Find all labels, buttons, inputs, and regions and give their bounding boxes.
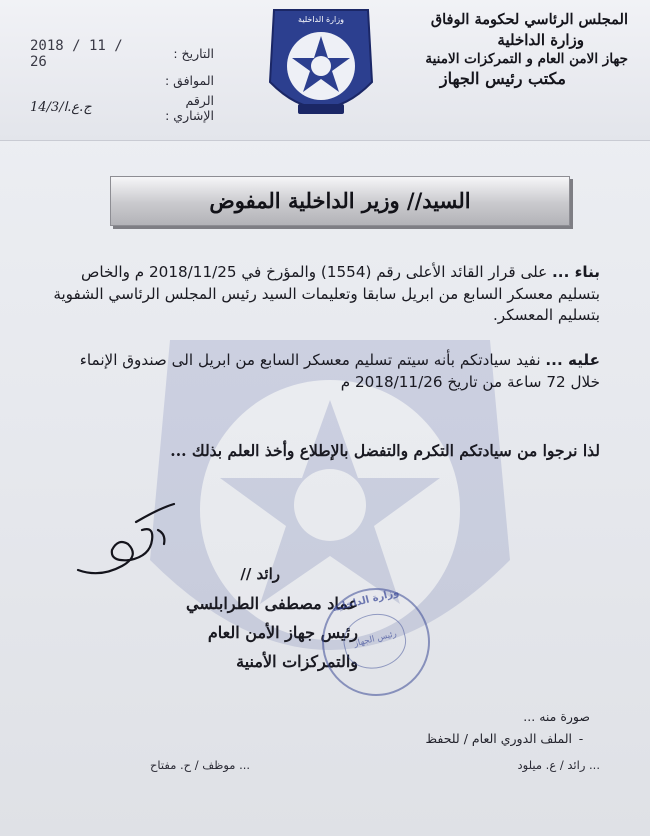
office-name: مكتب رئيس الجهاز <box>439 69 566 89</box>
reference-fields <box>14 37 214 123</box>
reference-number-value: ج.ع.ا/14/3 <box>30 100 92 115</box>
signatory-name: عماد مصطفى الطرابلسي <box>185 594 358 613</box>
stamp-ring-text: وزارة الداخلية <box>331 587 401 615</box>
paragraph-basis-text: على قرار القائد الأعلى رقم (1554) والمؤرخ في 2018/11/25 م والخاص بتسليم معسكر السابع من ابريل سابقا وتعليمات السيد رئيس المجلس الرئاسي الشفوية بتسليم المعسكر. <box>53 263 600 324</box>
signatory-title-2: والتمركزات الأمنية <box>236 652 358 671</box>
footer-initials <box>150 758 600 778</box>
ministry-name: وزارة الداخلية <box>497 30 584 49</box>
signature-block <box>118 560 358 676</box>
date-value: 2018 / 11 / 26 <box>30 37 123 70</box>
copies-section <box>290 706 590 750</box>
paragraph-notice <box>52 350 600 393</box>
signatory-title-1: رئيس جهاز الأمن العام <box>207 623 358 642</box>
paragraph-basis-lead: بناء ... <box>552 263 600 281</box>
date-label: التاريخ : <box>173 46 214 61</box>
ministry-logo-icon <box>268 4 374 128</box>
paragraph-basis <box>52 262 600 327</box>
letterhead-right <box>368 10 628 90</box>
date-row <box>14 37 214 70</box>
copies-item: -الملف الدوري العام / للحفظ <box>425 731 584 746</box>
agency-name: جهاز الامن العام و التمركزات الامنية <box>425 50 628 67</box>
paragraph-request: لذا نرجوا من سيادتكم التكرم والتفضل بالإطلاع وأخذ العلم بذلك ... <box>170 441 600 460</box>
copies-item-text: الملف الدوري العام / للحفظ <box>425 731 572 746</box>
logo-caption: وزارة الداخلية <box>298 15 344 24</box>
corresponding-label: الموافق : <box>164 73 214 88</box>
corresponding-date-row <box>14 67 214 94</box>
copies-heading: صورة منه ... <box>523 709 590 724</box>
paragraph-notice-text: نفيد سيادتكم بأنه سيتم تسليم معسكر السابع من ابريل الى صندوق الإنماء خلال 72 ساعة من تاريخ 2018/11/26 م <box>79 351 600 391</box>
reference-number-row <box>14 94 214 121</box>
paragraph-notice-lead: عليه ... <box>545 351 600 369</box>
addressee-box: السيد// وزير الداخلية المفوض <box>110 176 570 226</box>
signatory-rank: رائد // <box>240 565 280 583</box>
stamp-center-text: رئيس الجهاز <box>352 628 398 650</box>
reference-number-label: الرقم الإشاري : <box>165 92 214 123</box>
footer-left: ... موظف / ح. مفتاح <box>150 758 251 772</box>
council-name: المجلس الرئاسي لحكومة الوفاق <box>430 11 628 28</box>
footer-right: ... رائد / ع. ميلود <box>517 758 600 772</box>
